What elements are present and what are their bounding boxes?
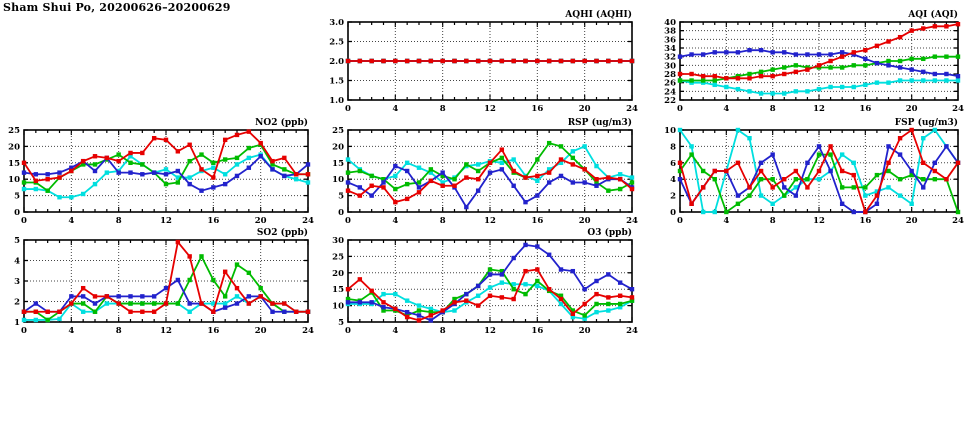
- svg-text:0: 0: [21, 216, 27, 226]
- chart-no2: [8, 118, 314, 226]
- svg-text:20: 20: [578, 326, 591, 336]
- svg-text:1.5: 1.5: [329, 76, 344, 87]
- svg-text:0: 0: [21, 326, 27, 336]
- svg-text:36: 36: [664, 35, 676, 46]
- svg-text:5: 5: [338, 191, 344, 202]
- svg-text:4: 4: [392, 104, 399, 114]
- svg-text:4: 4: [392, 216, 399, 226]
- svg-text:30: 30: [664, 61, 676, 72]
- svg-text:4: 4: [68, 216, 75, 226]
- svg-text:25: 25: [8, 126, 20, 136]
- svg-text:1.0: 1.0: [329, 96, 344, 106]
- chart-aqhi: [329, 10, 638, 114]
- svg-text:24: 24: [626, 216, 638, 226]
- svg-text:0: 0: [14, 208, 20, 218]
- svg-text:0: 0: [670, 208, 676, 218]
- svg-text:20: 20: [905, 216, 918, 226]
- svg-text:8: 8: [670, 142, 676, 153]
- svg-text:12: 12: [484, 104, 496, 114]
- svg-text:12: 12: [813, 216, 825, 226]
- svg-text:0: 0: [345, 104, 351, 114]
- svg-text:24: 24: [302, 216, 314, 226]
- svg-text:15: 15: [332, 285, 344, 296]
- svg-text:20: 20: [254, 216, 267, 226]
- svg-text:20: 20: [578, 216, 591, 226]
- svg-text:10: 10: [332, 175, 344, 186]
- svg-text:24: 24: [302, 326, 314, 336]
- svg-text:0: 0: [345, 216, 351, 226]
- svg-text:0: 0: [338, 208, 344, 218]
- svg-text:8: 8: [769, 216, 776, 226]
- svg-text:20: 20: [8, 142, 20, 153]
- svg-text:12: 12: [160, 326, 172, 336]
- svg-text:8: 8: [115, 216, 122, 226]
- svg-text:3: 3: [14, 277, 20, 287]
- svg-text:8: 8: [439, 216, 446, 226]
- svg-text:22: 22: [664, 96, 676, 106]
- svg-text:2: 2: [14, 297, 20, 308]
- svg-text:16: 16: [859, 104, 872, 114]
- svg-text:8: 8: [439, 104, 446, 114]
- so2-plot-svg: [14, 236, 314, 336]
- svg-text:8: 8: [769, 104, 776, 114]
- svg-text:2.5: 2.5: [329, 37, 344, 48]
- chart-o3-title: O3 (ppb): [587, 228, 632, 238]
- svg-text:16: 16: [207, 216, 220, 226]
- svg-text:16: 16: [531, 326, 544, 336]
- chart-so2-title: SO2 (ppb): [256, 228, 308, 238]
- rsp-plot-svg: [332, 126, 638, 226]
- svg-text:20: 20: [578, 104, 591, 114]
- svg-text:24: 24: [626, 104, 638, 114]
- svg-text:4: 4: [68, 326, 75, 336]
- chart-o3: [332, 228, 638, 336]
- svg-text:16: 16: [531, 216, 544, 226]
- svg-text:20: 20: [332, 142, 344, 153]
- svg-text:8: 8: [115, 326, 122, 336]
- svg-text:24: 24: [664, 87, 676, 98]
- svg-text:4: 4: [723, 216, 730, 226]
- chart-rsp: [332, 118, 638, 226]
- svg-text:10: 10: [332, 301, 344, 312]
- svg-text:5: 5: [14, 191, 20, 202]
- svg-text:4: 4: [723, 104, 730, 114]
- svg-text:38: 38: [664, 26, 676, 37]
- aqi-plot-svg: [664, 18, 964, 114]
- chart-aqhi-title: AQHI (AQHI): [565, 10, 632, 20]
- svg-text:0: 0: [677, 216, 683, 226]
- svg-text:24: 24: [626, 326, 638, 336]
- chart-aqi: [664, 10, 964, 114]
- svg-text:4: 4: [670, 175, 676, 186]
- page-title: Sham Shui Po, 20200626–20200629: [3, 1, 231, 14]
- svg-text:12: 12: [484, 216, 496, 226]
- svg-text:25: 25: [332, 252, 344, 263]
- svg-text:26: 26: [664, 78, 676, 89]
- svg-text:1: 1: [14, 318, 20, 328]
- svg-text:28: 28: [664, 70, 676, 80]
- svg-text:0: 0: [677, 104, 683, 114]
- svg-text:15: 15: [8, 158, 20, 169]
- svg-text:4: 4: [392, 326, 399, 336]
- aqhi-plot-svg: [329, 18, 638, 114]
- svg-text:16: 16: [859, 216, 872, 226]
- svg-text:12: 12: [160, 216, 172, 226]
- svg-text:16: 16: [531, 104, 544, 114]
- svg-text:25: 25: [332, 126, 344, 136]
- svg-text:16: 16: [207, 326, 220, 336]
- svg-text:6: 6: [670, 158, 676, 169]
- svg-text:2: 2: [670, 191, 676, 202]
- o3-plot-svg: [332, 236, 638, 336]
- svg-text:24: 24: [952, 216, 964, 226]
- svg-text:12: 12: [484, 326, 496, 336]
- svg-text:8: 8: [439, 326, 446, 336]
- chart-fsp-title: FSP (ug/m3): [894, 118, 958, 128]
- svg-text:40: 40: [664, 18, 676, 28]
- svg-text:12: 12: [813, 104, 825, 114]
- svg-text:5: 5: [338, 318, 344, 328]
- svg-text:10: 10: [8, 175, 20, 186]
- svg-text:20: 20: [905, 104, 918, 114]
- fsp-plot-svg: [664, 126, 964, 226]
- chart-rsp-title: RSP (ug/m3): [567, 118, 632, 128]
- svg-text:15: 15: [332, 158, 344, 169]
- chart-aqi-title: AQI (AQI): [908, 10, 958, 20]
- svg-text:2.0: 2.0: [329, 57, 344, 67]
- svg-text:20: 20: [332, 268, 344, 279]
- svg-text:3.0: 3.0: [329, 18, 344, 28]
- svg-text:5: 5: [14, 236, 20, 246]
- chart-no2-title: NO2 (ppb): [255, 118, 308, 128]
- svg-text:20: 20: [254, 326, 267, 336]
- chart-fsp: [664, 118, 964, 226]
- svg-text:30: 30: [332, 236, 344, 246]
- svg-text:32: 32: [664, 52, 676, 63]
- svg-text:4: 4: [14, 256, 20, 267]
- svg-text:0: 0: [345, 326, 351, 336]
- svg-text:10: 10: [664, 126, 676, 136]
- no2-plot-svg: [8, 126, 314, 226]
- svg-text:34: 34: [664, 44, 676, 54]
- chart-so2: [14, 228, 314, 336]
- svg-text:24: 24: [952, 104, 964, 114]
